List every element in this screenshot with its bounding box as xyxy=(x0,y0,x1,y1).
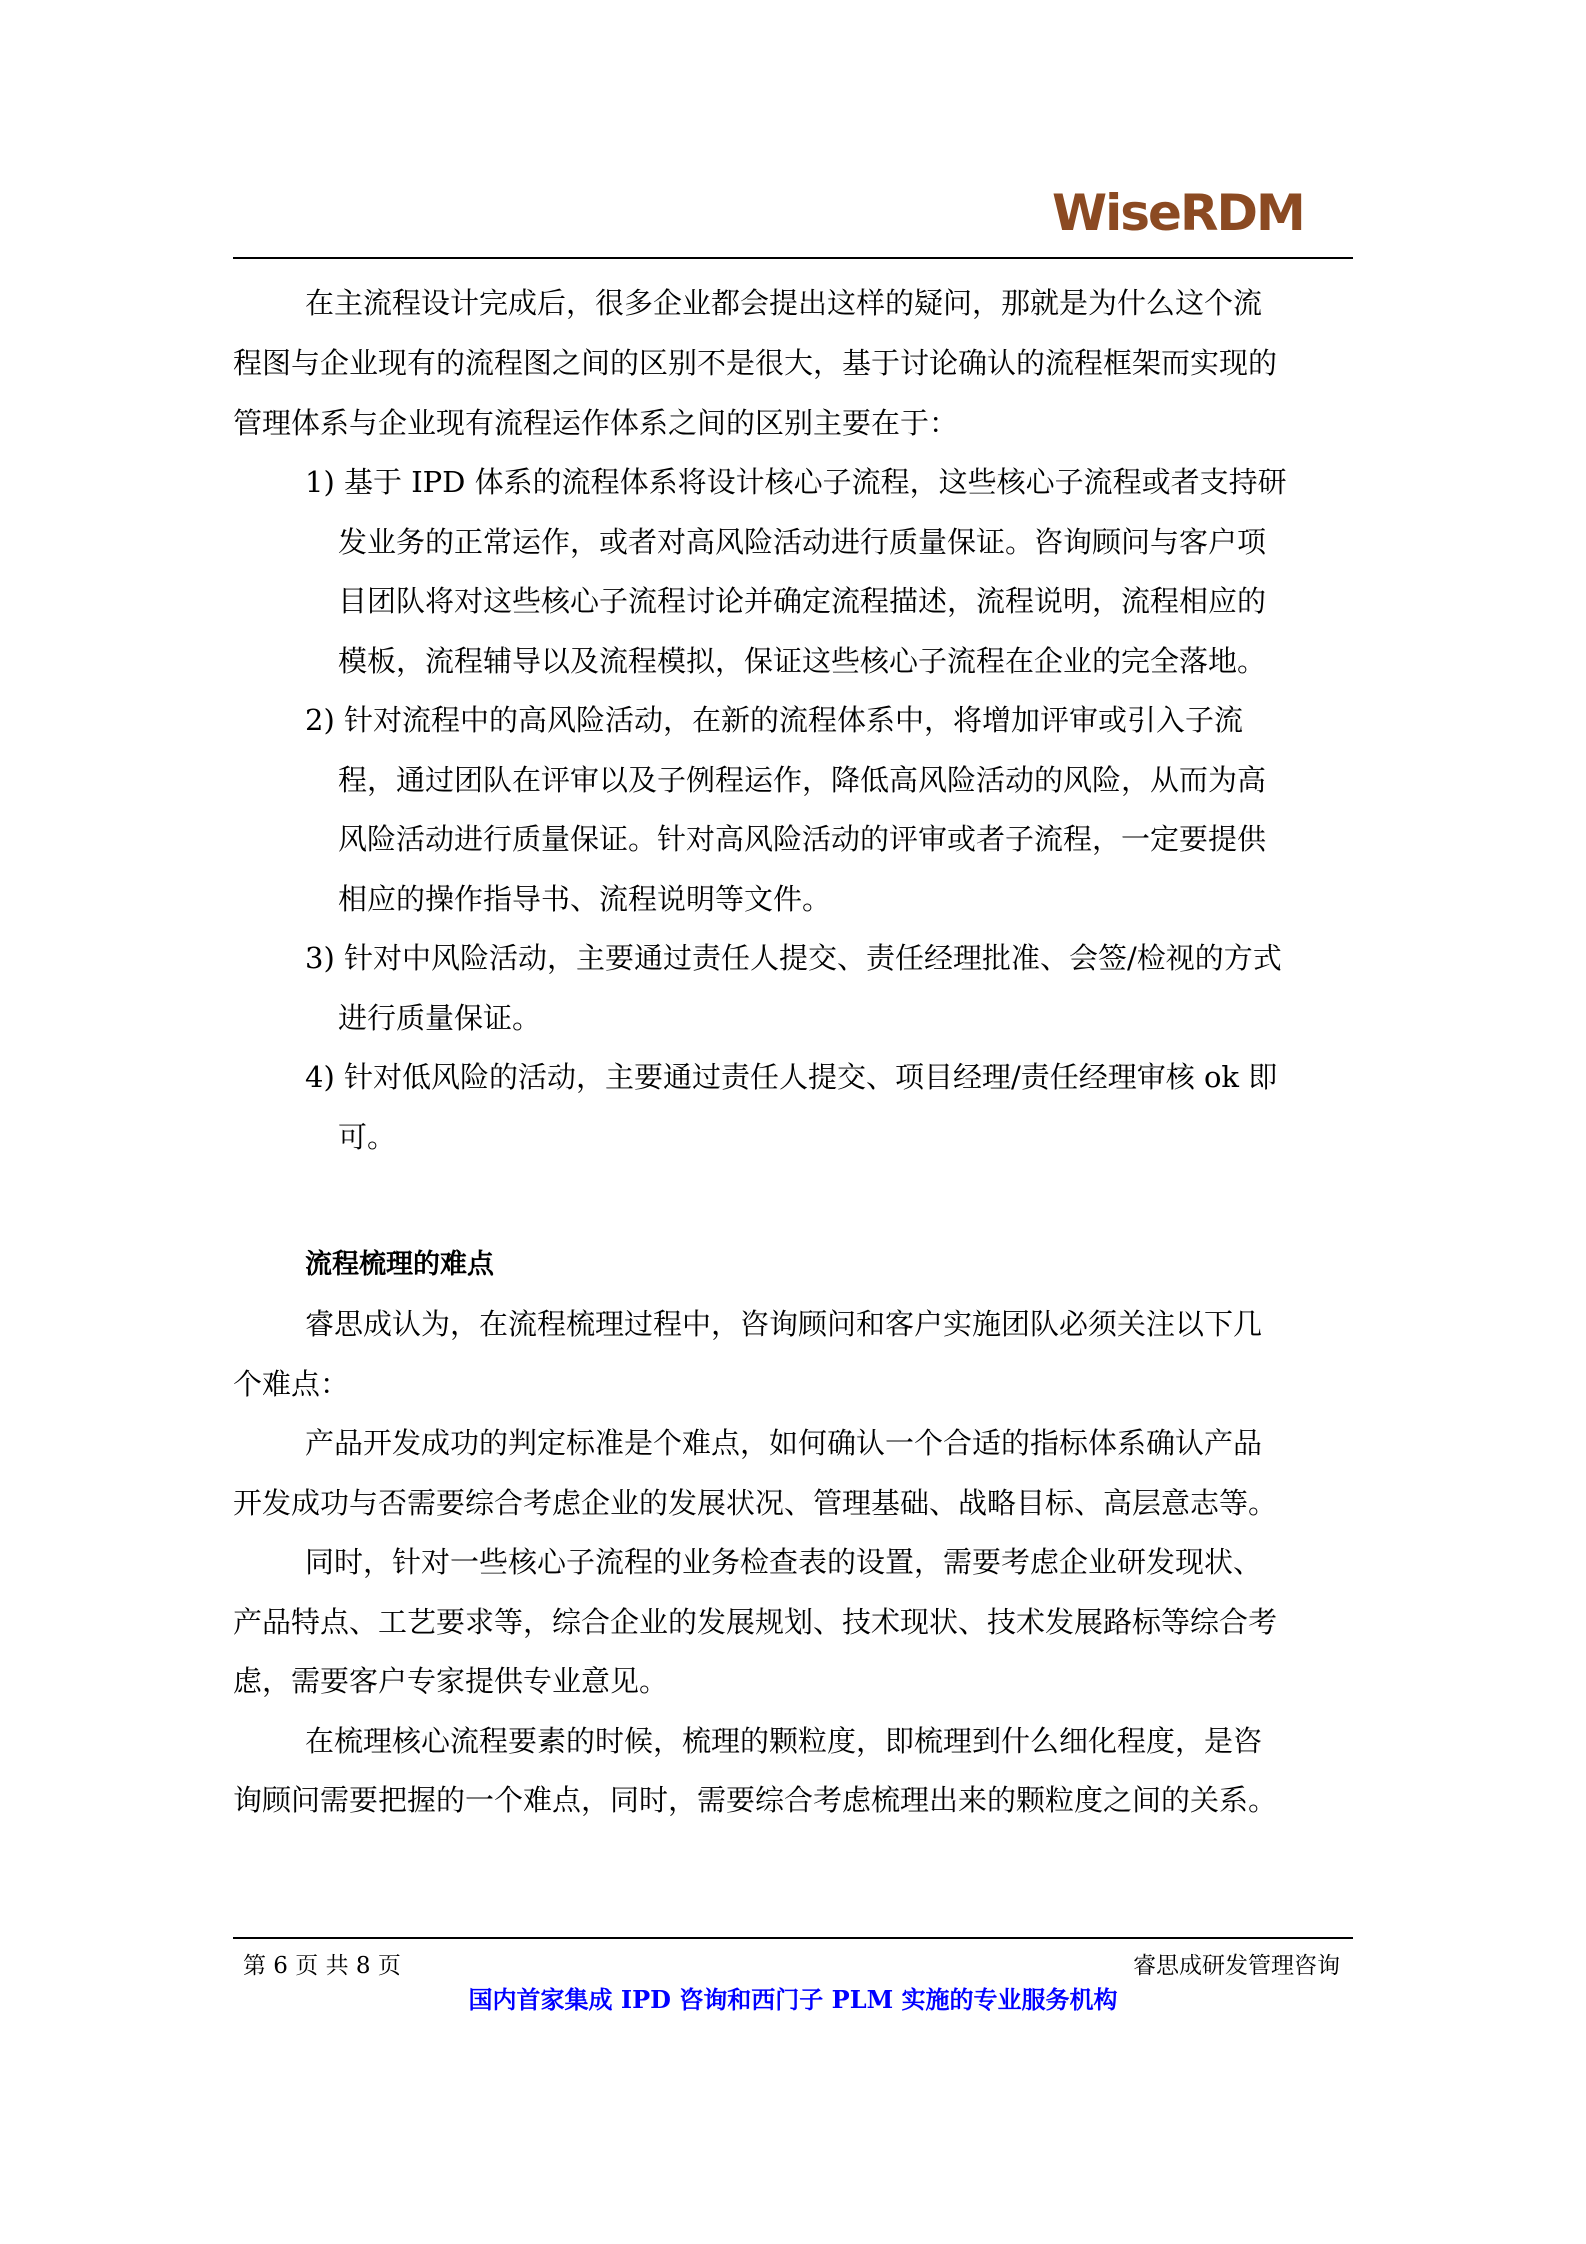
text-line: 在梳理核心流程要素的时候，梳理的颗粒度，即梳理到什么细化程度，是咨 xyxy=(305,1724,1263,1758)
text-line: 管理体系与企业现有流程运作体系之间的区别主要在于： xyxy=(233,406,959,440)
page-number: 第 6 页 共 8 页 xyxy=(243,1953,401,1979)
text-line: 个难点： xyxy=(233,1367,350,1401)
text-line: 程，通过团队在评审以及子例程运作，降低高风险活动的风险，从而为高 xyxy=(338,763,1267,797)
text-line: 2) 针对流程中的高风险活动，在新的流程体系中，将增加评审或引入子流 xyxy=(305,703,1243,737)
text-line: 风险活动进行质量保证。针对高风险活动的评审或者子流程，一定要提供 xyxy=(338,822,1267,856)
footer-company: 睿思成研发管理咨询 xyxy=(1133,1953,1340,1979)
text-line: 开发成功与否需要综合考虑企业的发展状况、管理基础、战略目标、高层意志等。 xyxy=(233,1486,1278,1520)
text-line: 产品特点、工艺要求等，综合企业的发展规划、技术现状、技术发展路标等综合考 xyxy=(233,1605,1278,1639)
text-line: 睿思成认为，在流程梳理过程中，咨询顾问和客户实施团队必须关注以下几 xyxy=(305,1307,1263,1341)
text-line: 相应的操作指导书、流程说明等文件。 xyxy=(338,882,832,916)
section-heading: 流程梳理的难点 xyxy=(305,1249,494,1280)
text-line: 目团队将对这些核心子流程讨论并确定流程描述，流程说明，流程相应的 xyxy=(338,584,1267,618)
text-line: 可。 xyxy=(338,1120,397,1154)
text-line: 产品开发成功的判定标准是个难点，如何确认一个合适的指标体系确认产品 xyxy=(305,1426,1263,1460)
text-line: 4) 针对低风险的活动，主要通过责任人提交、项目经理/责任经理审核 ok 即 xyxy=(305,1060,1278,1094)
text-line: 在主流程设计完成后，很多企业都会提出这样的疑问，那就是为什么这个流 xyxy=(305,286,1263,320)
text-line: 3) 针对中风险活动，主要通过责任人提交、责任经理批准、会签/检视的方式 xyxy=(305,941,1282,975)
text-line: 1) 基于 IPD 体系的流程体系将设计核心子流程，这些核心子流程或者支持研 xyxy=(305,465,1287,499)
text-line: 发业务的正常运作，或者对高风险活动进行质量保证。咨询顾问与客户项 xyxy=(338,525,1267,559)
text-line: 模板，流程辅导以及流程模拟，保证这些核心子流程在企业的完全落地。 xyxy=(338,644,1267,678)
text-line: 询顾问需要把握的一个难点，同时，需要综合考虑梳理出来的颗粒度之间的关系。 xyxy=(233,1783,1278,1817)
text-line: 虑，需要客户专家提供专业意见。 xyxy=(233,1664,669,1698)
wiserdm-logo: WiseRDM xyxy=(1052,184,1304,242)
footer-tagline: 国内首家集成 IPD 咨询和西门子 PLM 实施的专业服务机构 xyxy=(468,1985,1118,2014)
text-line: 进行质量保证。 xyxy=(338,1001,542,1035)
header-rule xyxy=(233,257,1353,259)
text-line: 同时，针对一些核心子流程的业务检查表的设置，需要考虑企业研发现状、 xyxy=(305,1545,1263,1579)
footer-rule xyxy=(233,1937,1353,1939)
text-line: 程图与企业现有的流程图之间的区别不是很大，基于讨论确认的流程框架而实现的 xyxy=(233,346,1278,380)
